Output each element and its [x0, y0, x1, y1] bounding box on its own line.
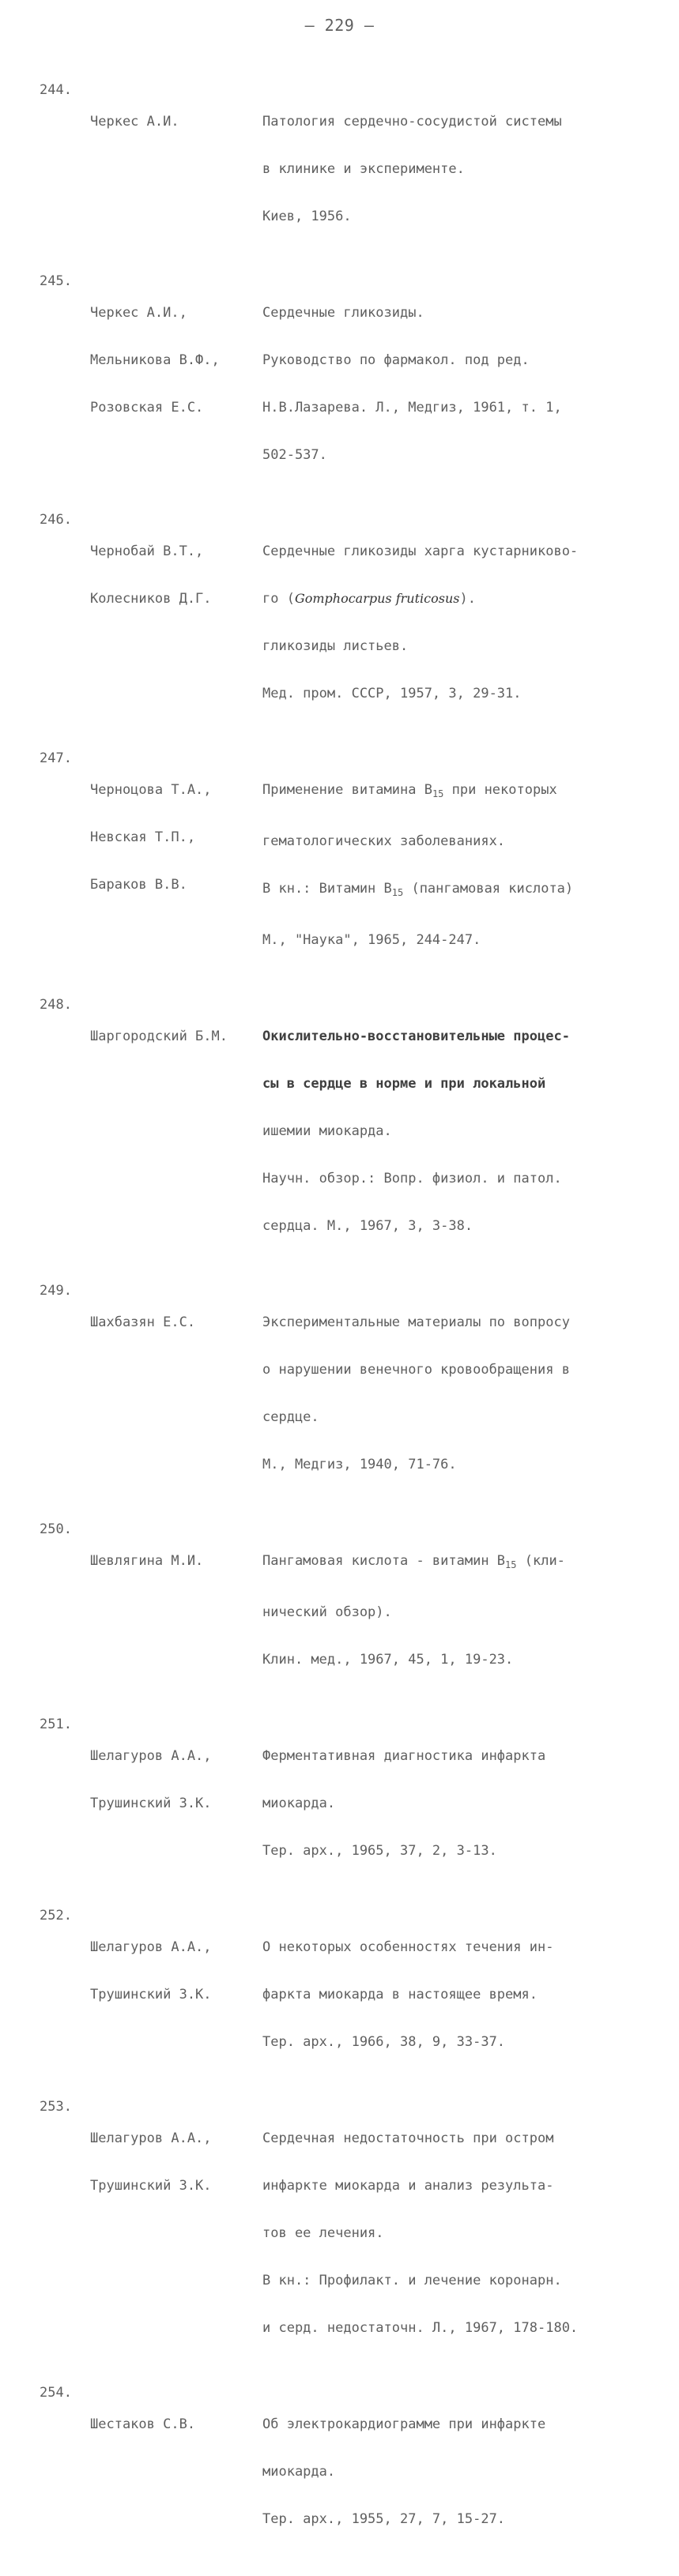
ref-line: Сердечная недостаточность при остром [262, 2130, 554, 2146]
entry-authors [90, 512, 212, 638]
ref-text: (пангамовая кислота) [403, 881, 574, 897]
ref-line: Экспериментальные материалы по вопросу [262, 1314, 570, 1330]
entry-number: 248. [40, 997, 72, 1013]
ref-line: Тер. арх., 1966, 38, 9, 33-37. [262, 2034, 506, 2050]
entry-reference [262, 82, 642, 256]
entry-authors [90, 997, 228, 1076]
ref-line [262, 591, 642, 607]
ref-line: В кн.: Профилакт. и лечение коронарн. [262, 2273, 562, 2288]
ref-line: сердце. [262, 1409, 319, 1425]
ref-text: Применение витамина B [262, 782, 432, 798]
ref-text: В кн.: Витамин B [262, 881, 392, 897]
ref-line: и серд. недостаточн. Л., 1967, 178-180. [262, 2320, 579, 2336]
entry-reference [262, 1717, 642, 1890]
bibliography-entry [0, 82, 679, 256]
entry-authors [90, 1908, 212, 2034]
subscript: 15 [391, 887, 404, 898]
ref-line: миокарда. [262, 1796, 336, 1811]
ref-line: инфаркте миокарда и анализ результа- [262, 2178, 554, 2194]
author: Шелагуров А.А., [90, 1939, 212, 1955]
entry-number: 246. [40, 512, 72, 528]
ref-line: Мед. пром. СССР, 1957, 3, 29-31. [262, 686, 522, 701]
ref-line: Об электрокардиограмме при инфаркте [262, 2416, 546, 2432]
ref-line: Сердечные гликозиды. [262, 305, 424, 321]
author: Черкес А.И., [90, 305, 187, 321]
author: Трушинский З.К. [90, 1796, 212, 1811]
entry-authors [90, 273, 220, 447]
ref-line: Тер. арх., 1955, 27, 7, 15-27. [262, 2511, 506, 2527]
entry-number: 250. [40, 1521, 72, 1537]
author: Черноцова Т.А., [90, 782, 212, 798]
bibliography-entry [0, 273, 679, 495]
ref-line: фаркта миокарда в настоящее время. [262, 1987, 538, 2003]
author: Мельникова В.Ф., [90, 352, 220, 368]
subscript: 15 [505, 1559, 517, 1570]
author: Шевлягина М.И. [90, 1553, 204, 1569]
bibliography-entry [0, 1283, 679, 1504]
author: Шахбазян Е.С. [90, 1314, 196, 1330]
entry-reference [262, 2099, 642, 2367]
page-number: – 229 – [304, 16, 375, 35]
ref-line: Окислительно-восстановительные процес- [262, 1029, 570, 1044]
entry-authors [90, 1717, 212, 1843]
ref-line: Тер. арх., 1965, 37, 2, 3-13. [262, 1843, 497, 1859]
ref-line: 502-537. [262, 447, 327, 463]
ref-line [262, 881, 642, 901]
ref-line: Клин. мед., 1967, 45, 1, 19-23. [262, 1652, 514, 1668]
entry-reference [262, 2385, 642, 2559]
ref-line: миокарда. [262, 2464, 336, 2480]
author: Шелагуров А.А., [90, 2130, 212, 2146]
author: Шаргородский Б.М. [90, 1029, 228, 1044]
entry-reference [262, 750, 642, 980]
entry-authors [90, 82, 179, 161]
ref-line [262, 782, 642, 802]
ref-text: при некоторых [443, 782, 557, 798]
entry-number: 249. [40, 1283, 72, 1299]
author: Чернобай В.Т., [90, 543, 204, 559]
entry-number: 247. [40, 750, 72, 766]
entry-number: 244. [40, 82, 72, 98]
ref-line: тов ее лечения. [262, 2225, 384, 2241]
entry-reference [262, 512, 642, 733]
author: Шестаков С.В. [90, 2416, 196, 2432]
bibliography-entry [0, 1908, 679, 2081]
ref-line: Руководство по фармакол. под ред. [262, 352, 530, 368]
author: Розовская Е.С. [90, 400, 204, 416]
bibliography-entry [0, 997, 679, 1265]
subscript: 15 [432, 788, 444, 799]
ref-line: гликозиды листьев. [262, 638, 409, 654]
ref-line: Патология сердечно-сосудистой системы [262, 114, 562, 130]
entry-reference [262, 1521, 642, 1699]
bibliography-list [0, 82, 679, 2576]
ref-line: гематологических заболеваниях. [262, 833, 506, 849]
ref-line: Киев, 1956. [262, 209, 352, 224]
entry-authors [90, 2099, 212, 2225]
entry-number: 254. [40, 2385, 72, 2401]
author: Трушинский З.К. [90, 1987, 212, 2003]
ref-text: ). [459, 591, 476, 607]
entry-number: 253. [40, 2099, 72, 2115]
ref-line: ишемии миокарда. [262, 1123, 392, 1139]
bibliography-entry [0, 1521, 679, 1699]
handwritten-annotation: Gomphocarpus fruticosus [294, 591, 460, 606]
ref-line: сы в сердце в норме и при локальной [262, 1076, 546, 1092]
author: Невская Т.П., [90, 829, 196, 845]
entry-authors [90, 750, 212, 924]
ref-line: Научн. обзор.: Вопр. физиол. и патол. [262, 1171, 562, 1186]
entry-authors [90, 1521, 203, 1600]
entry-number: 251. [40, 1717, 72, 1732]
entry-authors [90, 1283, 195, 1362]
entry-authors [90, 2385, 195, 2464]
ref-line: в клинике и эксперименте. [262, 161, 465, 177]
ref-line: Н.В.Лазарева. Л., Медгиз, 1961, т. 1, [262, 400, 562, 416]
author: Трушинский З.К. [90, 2178, 212, 2194]
author: Черкес А.И. [90, 114, 179, 130]
entry-number: 245. [40, 273, 72, 289]
entry-number: 252. [40, 1908, 72, 1924]
ref-line: М., Медгиз, 1940, 71-76. [262, 1457, 457, 1472]
ref-line: Сердечные гликозиды харга кустарниково- [262, 543, 579, 559]
author: Колесников Д.Г. [90, 591, 212, 607]
entry-reference [262, 1908, 642, 2081]
bibliography-entry [0, 2385, 679, 2559]
ref-text: Пангамовая кислота - витамин B [262, 1553, 506, 1569]
bibliography-entry [0, 1717, 679, 1890]
ref-line: О некоторых особенностях течения ин- [262, 1939, 554, 1955]
ref-line: Ферментативная диагностика инфаркта [262, 1748, 546, 1764]
bibliography-entry [0, 750, 679, 980]
entry-reference [262, 997, 642, 1265]
ref-line: сердца. М., 1967, 3, 3-38. [262, 1218, 473, 1234]
bibliography-entry [0, 512, 679, 733]
author: Бараков В.В. [90, 877, 187, 893]
ref-line: М., "Наука", 1965, 244-247. [262, 932, 481, 948]
ref-line [262, 1553, 642, 1573]
author: Шелагуров А.А., [90, 1748, 212, 1764]
ref-text: го ( [262, 591, 295, 607]
ref-line: о нарушении венечного кровообращения в [262, 1362, 570, 1378]
ref-text: (кли- [516, 1553, 565, 1569]
ref-line: нический обзор). [262, 1604, 392, 1620]
entry-reference [262, 273, 642, 495]
entry-reference [262, 1283, 642, 1504]
bibliography-entry [0, 2099, 679, 2367]
